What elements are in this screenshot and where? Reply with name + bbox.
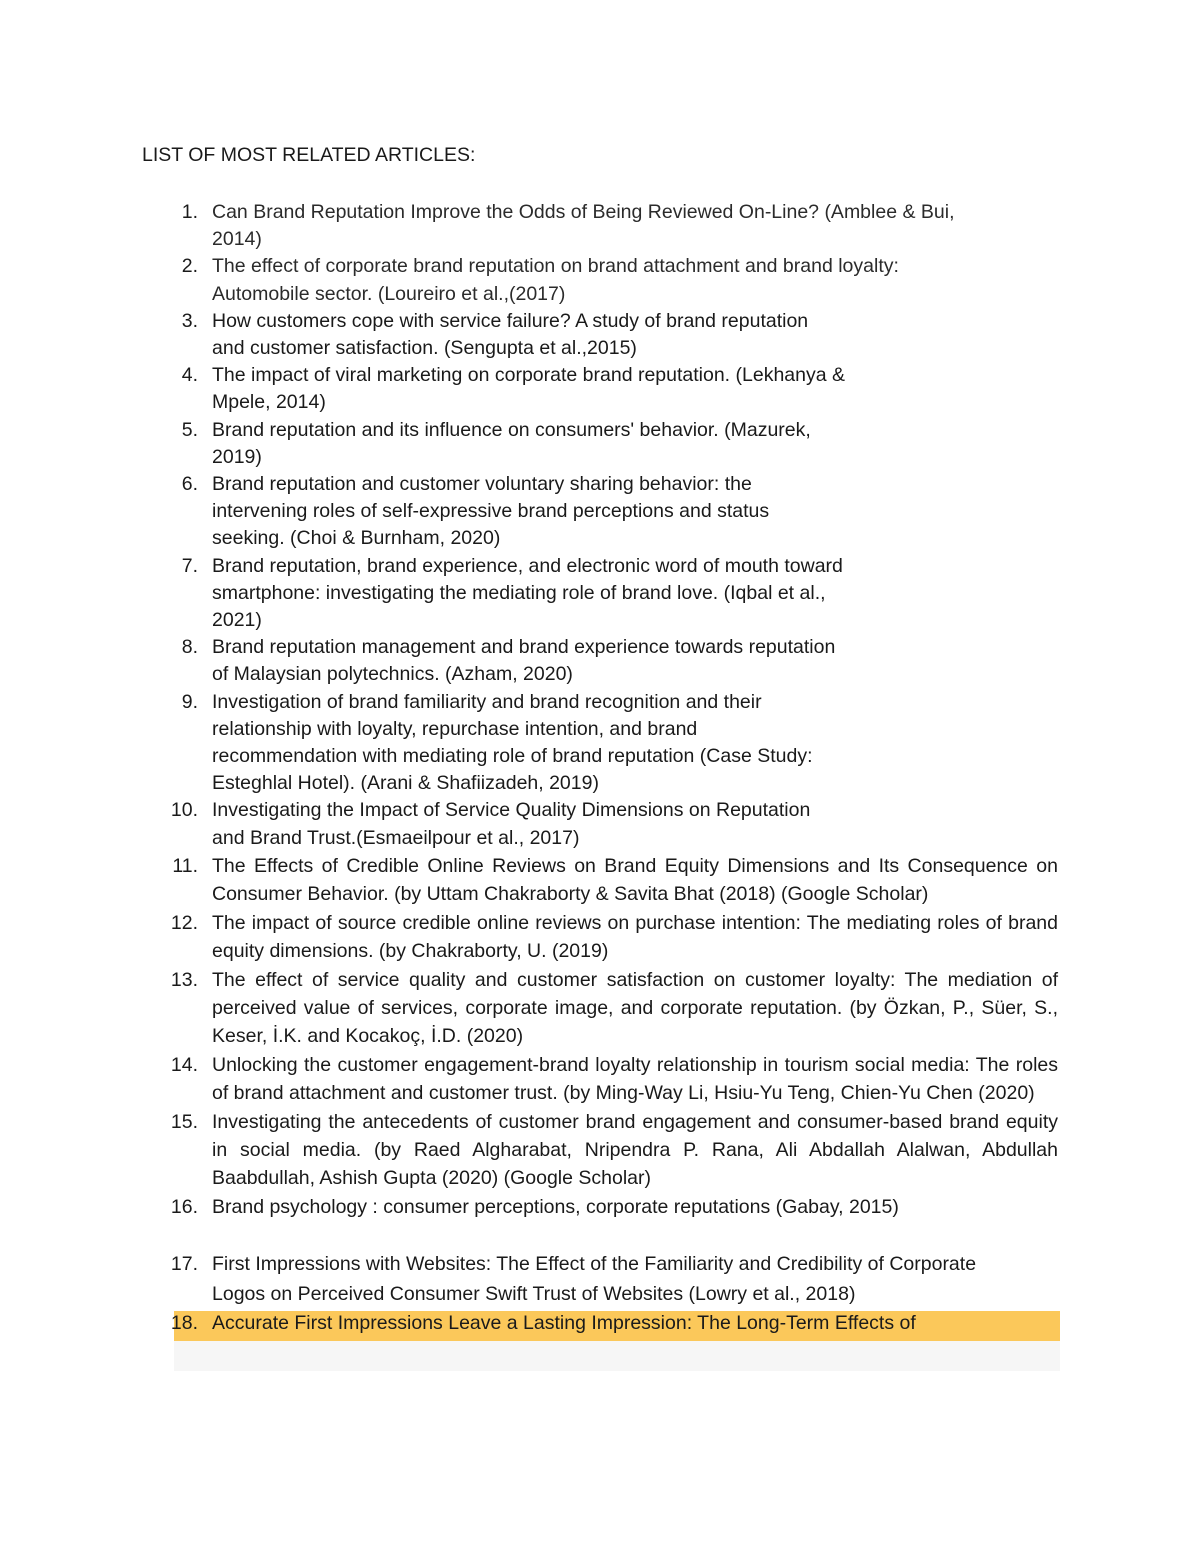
highlighted-text: Accurate First Impressions Leave a Lasting Impression: The Long-Term Effects of (212, 1312, 916, 1335)
article-citation: Unlocking the customer engagement-brand loyalty relationship in tourism social media: The roles of brand attachment and customer trust. (by Ming-Way Li, Hsiu-Yu Teng, Chien-Yu Chen (2020) (212, 1053, 1058, 1105)
article-citation (212, 797, 1200, 851)
article-citation: The Effects of Credible Online Reviews on Brand Equity Dimensions and Its Consequence on Consumer Behavior. (by Uttam Chakraborty & Savita Bhat (2018) (Google Scholar) (212, 854, 1058, 906)
citation-line: Mpele, 2014) (212, 391, 326, 414)
citation-line: The effect of corporate brand reputation on brand attachment and brand loyalty: (212, 255, 899, 278)
list-item (0, 634, 1200, 688)
citation-line: 2019) (212, 445, 262, 468)
list-item (0, 1108, 1200, 1193)
list-item (0, 1193, 1200, 1221)
citation-line: intervening roles of self-expressive brand perceptions and status (212, 500, 770, 523)
list-number: 11. (172, 854, 198, 877)
highlighted-citation-line (212, 1309, 1200, 1339)
list-item (0, 362, 1200, 416)
list-number: 9. (181, 690, 198, 713)
list-item (0, 852, 1200, 909)
article-citation: The effect of service quality and customer satisfaction on customer loyalty: The mediation of perceived value of services, corporate image, and corporate reputation. (by Özkan, P., Süer, S., Keser, İ.K. and Kocakoç, İ.D. (2020) (212, 968, 1058, 1048)
list-number: 7. (181, 554, 198, 577)
list-number: 18. (170, 1312, 198, 1335)
citation-line: Automobile sector. (Loureiro et al.,(2017) (212, 282, 566, 305)
list-item (0, 689, 1200, 798)
article-citation (212, 1309, 1200, 1339)
citation-line: 2021) (212, 609, 262, 632)
list-number: 13. (170, 968, 198, 991)
citation-line: 2014) (212, 228, 262, 251)
list-number: 2. (181, 255, 198, 278)
article-citation (212, 199, 1200, 253)
page-heading: LIST OF MOST RELATED ARTICLES: (142, 144, 476, 166)
list-number: 15. (170, 1110, 198, 1133)
article-citation (212, 417, 1200, 471)
list-number: 1. (181, 201, 198, 223)
highlighted-citation-line (212, 1280, 1200, 1310)
article-citation (212, 553, 1200, 635)
citation-line: Brand reputation management and brand experience towards reputation (212, 636, 836, 659)
citation-line: relationship with loyalty, repurchase intention, and brand (212, 717, 698, 740)
citation-line: The impact of viral marketing on corporate brand reputation. (Lekhanya & (212, 364, 846, 387)
list-number: 6. (181, 473, 198, 496)
list-number: 10. (170, 799, 198, 822)
article-citation: Brand psychology : consumer perceptions, corporate reputations (Gabay, 2015) (212, 1195, 899, 1218)
article-citation (212, 362, 1200, 416)
article-citation (212, 253, 1200, 307)
article-list (0, 199, 1200, 1339)
list-number: 14. (170, 1053, 198, 1076)
highlighted-list-item (0, 1250, 1200, 1309)
citation-line: and customer satisfaction. (Sengupta et al.,2015) (212, 337, 637, 360)
article-citation: The impact of source credible online reviews on purchase intention: The mediating roles of brand equity dimensions. (by Chakraborty, U. (2019) (212, 911, 1058, 963)
citation-line: Brand reputation, brand experience, and electronic word of mouth toward (212, 554, 843, 577)
article-citation (212, 634, 1200, 688)
citation-line: Investigating the Impact of Service Quality Dimensions on Reputation (212, 799, 811, 822)
list-number: 3. (181, 309, 198, 332)
list-item (0, 417, 1200, 471)
article-citation: Investigating the antecedents of customer brand engagement and consumer-based brand equity in social media. (by Raed Algharabat, Nripendra P. Rana, Ali Abdallah Alalwan, Abdullah Baabdullah, Ashish Gupta (2020) (Google Scholar) (212, 1110, 1058, 1190)
citation-line: of Malaysian polytechnics. (Azham, 2020) (212, 663, 573, 686)
list-item (0, 553, 1200, 635)
citation-line: Esteghlal Hotel). (Arani & Shafiizadeh, 2019) (212, 772, 599, 795)
list-number: 17. (170, 1253, 198, 1276)
list-number: 8. (181, 636, 198, 659)
list-item (0, 199, 1200, 253)
list-item (0, 253, 1200, 307)
citation-line: smartphone: investigating the mediating role of brand love. (Iqbal et al., (212, 581, 826, 604)
article-citation (212, 471, 1200, 553)
article-citation (212, 1250, 1200, 1309)
citation-line: Brand reputation and its influence on consumers' behavior. (Mazurek, (212, 418, 811, 441)
article-citation (212, 689, 1200, 798)
list-item (0, 1051, 1200, 1108)
list-item (0, 966, 1200, 1051)
citation-line: How customers cope with service failure? A study of brand reputation (212, 309, 809, 332)
list-item (0, 909, 1200, 966)
list-item (0, 308, 1200, 362)
blank-line (0, 1221, 1200, 1250)
list-number: 4. (181, 364, 198, 387)
list-item (0, 471, 1200, 553)
citation-line: Brand reputation and customer voluntary sharing behavior: the (212, 473, 752, 496)
citation-line: and Brand Trust.(Esmaeilpour et al., 2017) (212, 826, 580, 849)
highlighted-citation-line (212, 1250, 1200, 1280)
highlighted-list-item (0, 1309, 1200, 1339)
highlight-bar-faint (174, 1341, 1060, 1371)
list-number: 12. (170, 911, 198, 934)
citation-line: recommendation with mediating role of brand reputation (Case Study: (212, 745, 813, 768)
list-item (0, 797, 1200, 851)
highlighted-text: First Impressions with Websites: The Effect of the Familiarity and Credibility of Corporate (212, 1253, 977, 1276)
citation-line: Investigation of brand familiarity and brand recognition and their (212, 690, 762, 713)
highlighted-text: Logos on Perceived Consumer Swift Trust of Websites (Lowry et al., 2018) (212, 1282, 856, 1305)
article-citation (212, 308, 1200, 362)
list-number: 5. (181, 418, 198, 441)
list-number: 16. (170, 1195, 198, 1218)
citation-line: seeking. (Choi & Burnham, 2020) (212, 527, 501, 550)
citation-line: Can Brand Reputation Improve the Odds of Being Reviewed On-Line? (Amblee & Bui, (212, 201, 955, 223)
